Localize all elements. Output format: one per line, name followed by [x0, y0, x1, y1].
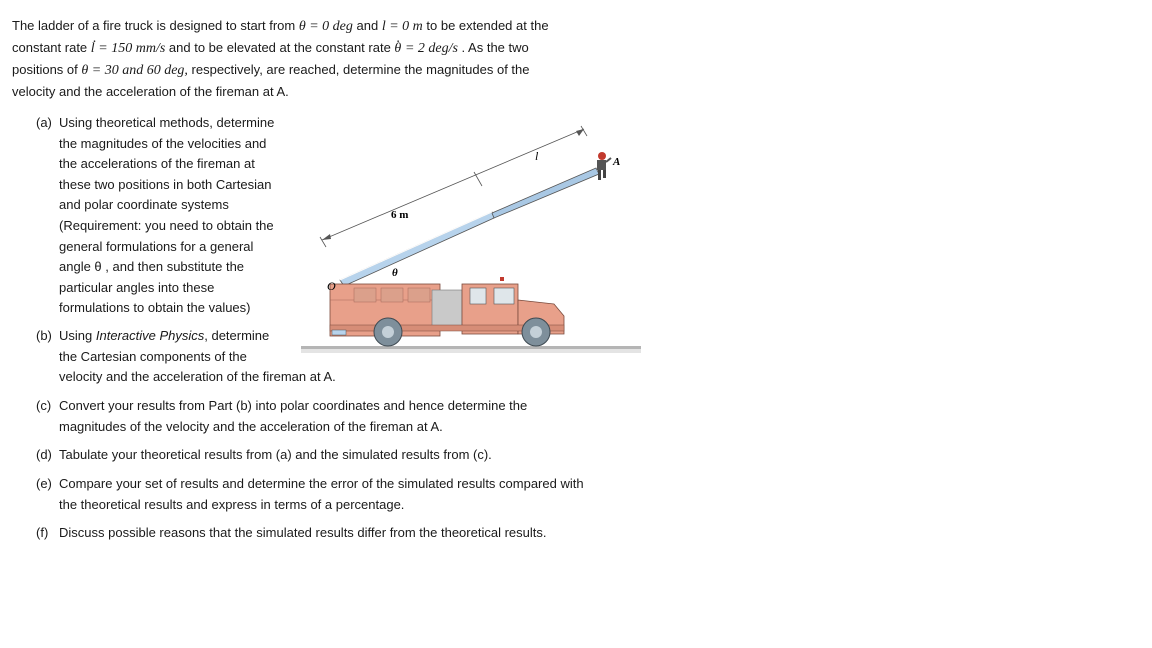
part-c-line-2: magnitudes of the velocity and the acceleration of the fireman at A. [59, 418, 443, 434]
part-label: (a) [36, 115, 52, 130]
part-label: (d) [36, 447, 52, 462]
part-e-line-1: Compare your set of results and determine the error of the simulated results compared with [59, 476, 584, 491]
label-l: l [535, 149, 539, 163]
fire-truck-diagram [296, 120, 646, 360]
part-a-line: angle θ , and then substitute the [59, 259, 245, 275]
ladder-upper-section [492, 168, 599, 218]
part-b-text: , determine [204, 328, 270, 343]
part-d [36, 445, 636, 466]
length-initial: l = 0 m [381, 19, 423, 34]
part-label: (f) [36, 525, 49, 540]
l-dot-symbol: . l [91, 38, 95, 59]
part-label: (c) [36, 398, 52, 413]
part-a-line: formulations to obtain the values) [59, 300, 251, 316]
ground-shadow [301, 349, 641, 353]
part-a-line: these two positions in both Cartesian [59, 176, 272, 192]
part-c [36, 396, 636, 437]
length-rate: = 150 mm/s [98, 41, 166, 56]
part-b-line-2: the Cartesian components of the [59, 348, 247, 364]
part-a-line: general formulations for a general [59, 238, 254, 254]
ground-line [301, 346, 641, 349]
part-a-line: and polar coordinate systems [59, 197, 229, 213]
intro-text: constant rate [12, 40, 91, 55]
label-A: A [613, 156, 621, 168]
part-f-line-1: Discuss possible reasons that the simulated results differ from the theoretical results. [59, 525, 547, 540]
label-O: O [327, 279, 336, 293]
label-6m: 6 m [391, 209, 409, 221]
dimension-arrow-right [576, 129, 584, 136]
fireman [597, 152, 611, 180]
label-theta: θ [392, 267, 398, 279]
intro-text: and [352, 18, 382, 33]
part-b-text: Using [59, 328, 96, 343]
theta-initial: θ = 0 deg [298, 19, 353, 34]
intro-text: The ladder of a fire truck is designed to start from [12, 18, 299, 33]
intro-text: to be extended at the [422, 18, 549, 33]
part-a-line: particular angles into these [59, 279, 215, 295]
theta-positions: θ = 30 and 60 deg, [81, 63, 188, 78]
fire-truck-figure [296, 120, 646, 360]
intro-text: positions of [12, 62, 82, 77]
intro-text: respectively, are reached, determine the magnitudes of the [187, 62, 530, 77]
problem-statement [12, 15, 632, 102]
intro-line-3 [12, 59, 632, 81]
part-c-line-1: Convert your results from Part (b) into polar coordinates and hence determine the [59, 398, 528, 413]
part-a-line: (Requirement: you need to obtain the [59, 217, 274, 233]
intro-line-4: velocity and the acceleration of the fireman at A. [12, 84, 289, 99]
ladder-lower-section [340, 212, 494, 286]
part-d-line-1: Tabulate your theoretical results from (a) and the simulated results from (c). [59, 447, 492, 462]
theta-dot-symbol: . θ [394, 38, 401, 59]
intro-text: and to be elevated at the constant rate [165, 40, 395, 55]
intro-text: . As the two [457, 40, 529, 55]
software-name: Interactive Physics [95, 328, 205, 343]
dimension-line [322, 129, 584, 240]
angle-rate: = 2 deg/s [404, 41, 458, 56]
intro-line-2 [12, 37, 632, 59]
part-e-line-2: the theoretical results and express in terms of a percentage. [59, 496, 405, 512]
part-label: (b) [36, 328, 52, 343]
part-a-line: the magnitudes of the velocities and [59, 135, 267, 151]
front-wheel [522, 318, 550, 346]
part-a-line: Using theoretical methods, determine [59, 115, 275, 130]
part-a-line: the accelerations of the fireman at [59, 156, 255, 172]
part-f [36, 523, 636, 544]
intro-line-1 [12, 15, 632, 37]
rear-wheel [374, 318, 402, 346]
ladder-highlight [340, 212, 492, 280]
part-b-line-3: velocity and the acceleration of the fireman at A. [59, 369, 336, 385]
part-a [36, 113, 316, 319]
dimension-arrow-left [322, 234, 331, 240]
part-label: (e) [36, 476, 52, 491]
part-e [36, 474, 636, 515]
